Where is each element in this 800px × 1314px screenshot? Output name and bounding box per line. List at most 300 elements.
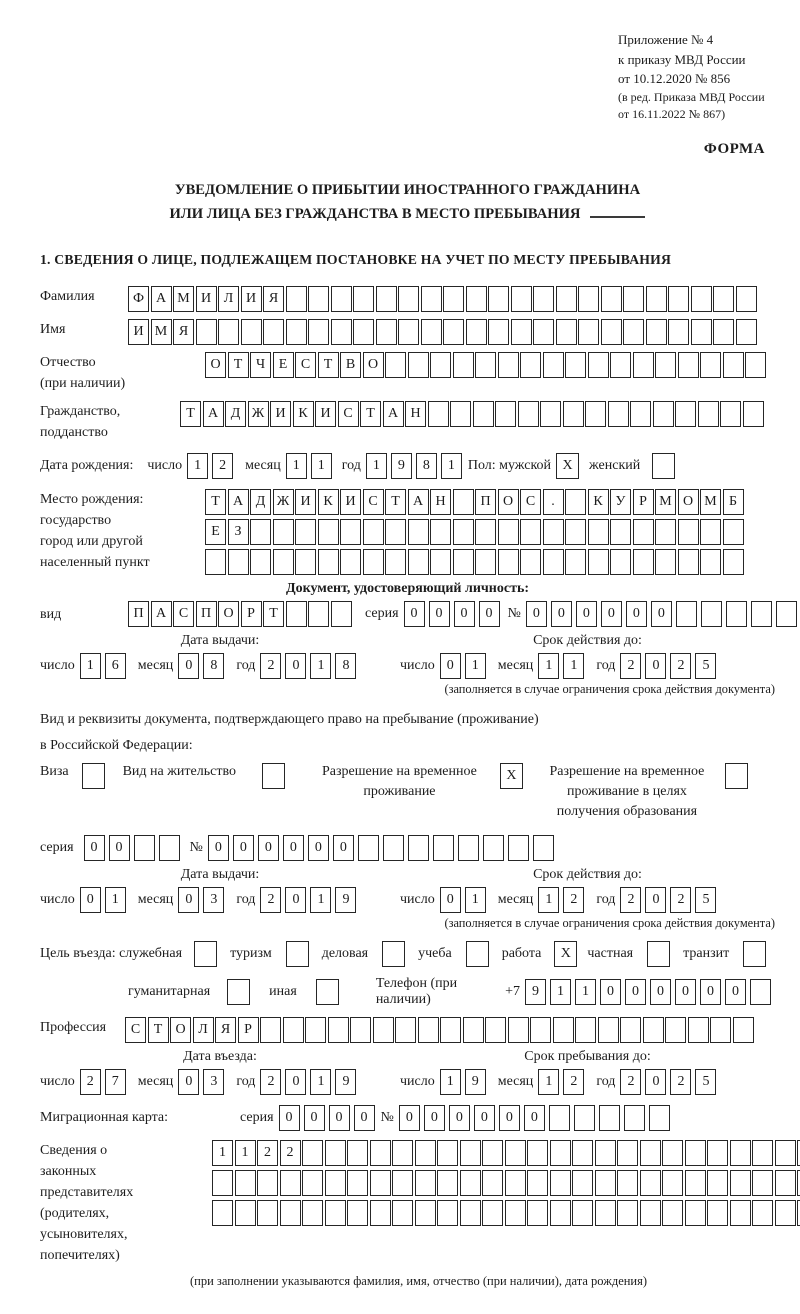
char-cell: 1 xyxy=(550,979,571,1005)
char-cell xyxy=(736,286,757,312)
char-cell xyxy=(678,519,699,545)
profession-cells xyxy=(125,1017,755,1043)
char-cell: М xyxy=(173,286,194,312)
form-title-line2: ИЛИ ЛИЦА БЕЗ ГРАЖДАНСТВА В МЕСТО ПРЕБЫВАНИЯ xyxy=(40,202,775,226)
char-cell: А xyxy=(228,489,249,515)
issue-date-group xyxy=(40,887,400,913)
migration-series-cells xyxy=(279,1105,379,1131)
purpose-humanitarian-checkbox xyxy=(220,979,250,1005)
char-cell xyxy=(668,286,689,312)
char-cell xyxy=(415,1200,436,1226)
char-cell xyxy=(511,319,532,345)
char-cell: 2 xyxy=(260,653,281,679)
sex-male-label: Пол: мужской xyxy=(467,458,552,474)
year-label: год xyxy=(596,658,616,674)
char-cell: Ч xyxy=(250,352,271,378)
char-cell: 2 xyxy=(620,1069,641,1095)
name-row xyxy=(40,319,775,345)
char-cell: 0 xyxy=(84,835,105,861)
char-cell: 0 xyxy=(80,887,101,913)
char-cell: Н xyxy=(405,401,426,427)
char-cell xyxy=(707,1200,728,1226)
char-cell: И xyxy=(295,489,316,515)
char-cell xyxy=(325,1200,346,1226)
annex-line: к приказу МВД России xyxy=(618,51,746,67)
char-cell: О xyxy=(170,1017,191,1043)
char-cell xyxy=(630,401,651,427)
purpose-work: работа X xyxy=(502,941,578,967)
entry-date-heading: Дата въезда: xyxy=(183,1048,257,1064)
char-cell: П xyxy=(196,601,217,627)
char-cell xyxy=(601,286,622,312)
char-cell xyxy=(617,1200,638,1226)
char-cell xyxy=(363,519,384,545)
month-label: месяц xyxy=(137,658,174,674)
char-cell: 1 xyxy=(310,1069,331,1095)
char-cell: Л xyxy=(218,286,239,312)
char-cell xyxy=(498,549,519,575)
char-cell xyxy=(295,549,316,575)
option-residence-permit xyxy=(123,762,285,789)
char-cell xyxy=(235,1170,256,1196)
char-cell: 1 xyxy=(80,653,101,679)
char-cell xyxy=(700,519,721,545)
checkbox-cell xyxy=(382,941,405,967)
char-cell xyxy=(707,1140,728,1166)
char-cell xyxy=(385,549,406,575)
citizenship-label: Гражданство, подданство xyxy=(40,404,121,441)
char-cell: 9 xyxy=(335,887,356,913)
valid-year-cells xyxy=(620,887,720,913)
char-cell: Я xyxy=(263,286,284,312)
char-cell xyxy=(373,1017,394,1043)
char-cell xyxy=(655,549,676,575)
char-cell xyxy=(331,319,352,345)
char-cell: 0 xyxy=(601,601,622,627)
char-cell: 2 xyxy=(80,1069,101,1095)
char-cell: 8 xyxy=(335,653,356,679)
char-cell xyxy=(700,352,721,378)
char-cell xyxy=(752,1140,773,1166)
char-cell: 2 xyxy=(257,1140,278,1166)
checkbox-cell xyxy=(466,941,489,967)
char-cell: 0 xyxy=(258,835,279,861)
char-cell xyxy=(280,1170,301,1196)
char-cell xyxy=(363,549,384,575)
char-cell xyxy=(599,1105,620,1131)
birth-place-cells xyxy=(205,489,745,579)
purpose-other: иная xyxy=(269,979,339,1005)
char-cell xyxy=(482,1200,503,1226)
char-cell xyxy=(620,1017,641,1043)
char-cell xyxy=(460,1140,481,1166)
char-cell: 2 xyxy=(620,653,641,679)
char-cell: 0 xyxy=(625,979,646,1005)
char-cell: 0 xyxy=(308,835,329,861)
char-cell xyxy=(505,1170,526,1196)
char-cell: Ф xyxy=(128,286,149,312)
char-cell xyxy=(508,835,529,861)
title-blank-underline xyxy=(590,203,645,218)
char-cell xyxy=(533,286,554,312)
char-cell xyxy=(443,286,464,312)
char-cell: Р xyxy=(633,489,654,515)
char-cell: 1 xyxy=(311,453,332,479)
char-cell: 0 xyxy=(645,653,666,679)
char-cell: 5 xyxy=(695,1069,716,1095)
char-cell xyxy=(458,835,479,861)
entry-day-cells xyxy=(80,1069,130,1095)
char-cell xyxy=(347,1200,368,1226)
char-cell xyxy=(543,549,564,575)
char-cell: Е xyxy=(205,519,226,545)
stay-doc-series-row xyxy=(40,835,775,861)
char-cell xyxy=(530,1017,551,1043)
char-cell xyxy=(466,319,487,345)
char-cell: 0 xyxy=(645,1069,666,1095)
stay-doc-intro xyxy=(40,707,775,757)
purpose-study-checkbox xyxy=(459,941,489,967)
char-cell xyxy=(775,1140,796,1166)
char-cell xyxy=(595,1140,616,1166)
valid-month-cells xyxy=(538,887,588,913)
char-cell xyxy=(392,1140,413,1166)
char-cell xyxy=(302,1170,323,1196)
stay-until-heading: Срок пребывания до: xyxy=(524,1048,651,1064)
char-cell: С xyxy=(125,1017,146,1043)
valid-until-heading: Срок действия до: xyxy=(533,633,642,649)
char-cell xyxy=(736,319,757,345)
purpose-tourism: туризм xyxy=(230,941,309,967)
char-cell xyxy=(440,1017,461,1043)
char-cell xyxy=(655,519,676,545)
purpose-row-1 xyxy=(40,941,775,967)
char-cell xyxy=(318,519,339,545)
char-cell xyxy=(460,1200,481,1226)
char-cell xyxy=(428,401,449,427)
identity-doc-heading: Документ, удостоверяющий личность: xyxy=(285,581,530,597)
migration-card-label: Миграционная карта: xyxy=(40,1110,169,1126)
option-temp-residence xyxy=(307,762,523,803)
char-cell xyxy=(250,549,271,575)
char-cell xyxy=(443,319,464,345)
char-cell xyxy=(228,549,249,575)
char-cell: О xyxy=(205,352,226,378)
option-visa-checkbox xyxy=(74,762,105,789)
char-cell xyxy=(302,1200,323,1226)
option-temp-residence-label: Разрешение на временное проживание xyxy=(321,763,477,800)
char-cell xyxy=(691,319,712,345)
identity-doc-dates xyxy=(40,633,775,697)
birth-date-label: Дата рождения: xyxy=(40,458,134,474)
representatives-cells-row2 xyxy=(212,1170,800,1196)
stay-doc-intro-line2: в Российской Федерации: xyxy=(40,737,193,753)
char-cell xyxy=(408,549,429,575)
char-cell xyxy=(572,1170,593,1196)
char-cell: 0 xyxy=(285,887,306,913)
char-cell: П xyxy=(128,601,149,627)
char-cell: Т xyxy=(360,401,381,427)
valid-year-cells xyxy=(620,653,720,679)
char-cell xyxy=(273,519,294,545)
checkbox-cell: X xyxy=(556,453,579,479)
issue-date-heading: Дата выдачи: xyxy=(180,866,260,882)
birth-place-label: Место рождения: государство город или другой населенный пункт xyxy=(40,492,150,571)
char-cell: 1 xyxy=(575,979,596,1005)
char-cell: 0 xyxy=(600,979,621,1005)
migration-number-cells xyxy=(399,1105,674,1131)
char-cell xyxy=(668,319,689,345)
char-cell: О xyxy=(678,489,699,515)
char-cell xyxy=(328,1017,349,1043)
char-cell: 0 xyxy=(449,1105,470,1131)
purpose-humanitarian: гуманитарная xyxy=(128,979,250,1005)
entry-date-group xyxy=(40,1069,400,1095)
char-cell: 0 xyxy=(333,835,354,861)
char-cell xyxy=(713,286,734,312)
char-cell: 1 xyxy=(440,1069,461,1095)
char-cell xyxy=(218,319,239,345)
annex-edit-line: от 16.11.2022 № 867) xyxy=(618,106,726,121)
checkbox-cell: X xyxy=(554,941,577,967)
phone-cells xyxy=(525,979,775,1005)
char-cell xyxy=(475,549,496,575)
char-cell xyxy=(730,1170,751,1196)
char-cell xyxy=(608,401,629,427)
char-cell xyxy=(308,601,329,627)
char-cell xyxy=(340,549,361,575)
char-cell: 0 xyxy=(650,979,671,1005)
char-cell xyxy=(353,286,374,312)
char-cell xyxy=(565,352,586,378)
char-cell xyxy=(543,519,564,545)
purpose-business2-checkbox xyxy=(375,941,405,967)
char-cell xyxy=(415,1170,436,1196)
char-cell xyxy=(430,352,451,378)
month-label: месяц xyxy=(497,1073,534,1089)
char-cell xyxy=(318,549,339,575)
char-cell: Р xyxy=(241,601,262,627)
char-cell: 8 xyxy=(416,453,437,479)
char-cell: О xyxy=(498,489,519,515)
char-cell xyxy=(482,1170,503,1196)
char-cell xyxy=(383,835,404,861)
char-cell xyxy=(720,401,741,427)
char-cell: 0 xyxy=(178,887,199,913)
char-cell xyxy=(483,835,504,861)
char-cell: А xyxy=(383,401,404,427)
char-cell xyxy=(408,519,429,545)
number-label: № xyxy=(507,606,521,622)
char-cell xyxy=(325,1170,346,1196)
year-label: год xyxy=(596,891,616,907)
char-cell xyxy=(707,1170,728,1196)
char-cell xyxy=(655,352,676,378)
char-cell xyxy=(488,286,509,312)
char-cell xyxy=(263,319,284,345)
representatives-label: Сведения о законных представителях (родителях, усыновителях, попечителях) xyxy=(40,1142,134,1263)
patronymic-row xyxy=(40,352,775,394)
char-cell xyxy=(662,1200,683,1226)
char-cell: 0 xyxy=(626,601,647,627)
number-label: № xyxy=(380,1109,394,1125)
month-label: месяц xyxy=(497,891,534,907)
char-cell xyxy=(305,1017,326,1043)
char-cell: К xyxy=(293,401,314,427)
char-cell: 0 xyxy=(304,1105,325,1131)
char-cell: 1 xyxy=(235,1140,256,1166)
year-label: год xyxy=(236,658,256,674)
char-cell xyxy=(325,1140,346,1166)
char-cell xyxy=(286,319,307,345)
char-cell xyxy=(572,1140,593,1166)
number-label: № xyxy=(189,839,203,855)
purpose-other-checkbox xyxy=(309,979,339,1005)
birth-place-cells-row3 xyxy=(205,549,745,575)
purpose-private: частная xyxy=(587,941,670,967)
char-cell: 2 xyxy=(260,887,281,913)
char-cell xyxy=(574,1105,595,1131)
char-cell: Т xyxy=(180,401,201,427)
checkbox-cell xyxy=(316,979,339,1005)
checkbox-cell xyxy=(647,941,670,967)
purpose-private-checkbox xyxy=(640,941,670,967)
form-title xyxy=(40,178,775,226)
option-residence-label: Вид на жительство xyxy=(122,763,236,779)
char-cell xyxy=(527,1200,548,1226)
stay-month-cells xyxy=(538,1069,588,1095)
char-cell xyxy=(286,286,307,312)
char-cell: С xyxy=(363,489,384,515)
char-cell: 9 xyxy=(465,1069,486,1095)
birth-place-cells-row1 xyxy=(205,489,745,515)
profession-row xyxy=(40,1017,775,1043)
char-cell xyxy=(498,352,519,378)
char-cell xyxy=(473,401,494,427)
char-cell: И xyxy=(340,489,361,515)
valid-day-cells xyxy=(440,653,490,679)
char-cell: Р xyxy=(238,1017,259,1043)
char-cell xyxy=(196,319,217,345)
char-cell xyxy=(347,1170,368,1196)
char-cell: 0 xyxy=(109,835,130,861)
birth-month-cells xyxy=(286,453,336,479)
char-cell xyxy=(723,519,744,545)
purpose-business-checkbox xyxy=(194,941,217,967)
char-cell: А xyxy=(408,489,429,515)
issue-date-heading: Дата выдачи: xyxy=(180,633,260,649)
char-cell: Ж xyxy=(273,489,294,515)
char-cell xyxy=(466,286,487,312)
checkbox-cell xyxy=(262,763,285,789)
char-cell xyxy=(421,319,442,345)
representatives-note: (при заполнении указываются фамилия, имя, отчество (при наличии), дата рождения) xyxy=(190,1273,648,1288)
char-cell xyxy=(437,1170,458,1196)
char-cell: 0 xyxy=(285,1069,306,1095)
char-cell xyxy=(475,519,496,545)
char-cell: 2 xyxy=(563,1069,584,1095)
char-cell xyxy=(418,1017,439,1043)
char-cell: 7 xyxy=(105,1069,126,1095)
char-cell: Т xyxy=(318,352,339,378)
issue-year-cells xyxy=(260,887,360,913)
char-cell: М xyxy=(700,489,721,515)
doc-number-cells xyxy=(526,601,800,627)
char-cell xyxy=(678,352,699,378)
char-cell: Н xyxy=(430,489,451,515)
checkbox-cell xyxy=(194,941,217,967)
char-cell xyxy=(713,319,734,345)
forma-label: ФОРМА xyxy=(703,141,765,158)
char-cell xyxy=(701,601,722,627)
representatives-cells-row3 xyxy=(212,1200,800,1226)
char-cell xyxy=(565,489,586,515)
annex-reference xyxy=(618,30,775,123)
day-label: число xyxy=(147,458,183,474)
char-cell: С xyxy=(520,489,541,515)
char-cell xyxy=(453,549,474,575)
char-cell: 0 xyxy=(208,835,229,861)
char-cell xyxy=(730,1200,751,1226)
char-cell xyxy=(260,1017,281,1043)
char-cell xyxy=(578,286,599,312)
char-cell: А xyxy=(151,286,172,312)
char-cell: 0 xyxy=(283,835,304,861)
char-cell xyxy=(563,401,584,427)
char-cell: 0 xyxy=(424,1105,445,1131)
char-cell xyxy=(430,549,451,575)
char-cell: 1 xyxy=(212,1140,233,1166)
year-label: год xyxy=(596,1073,616,1089)
char-cell xyxy=(743,401,764,427)
issue-month-cells xyxy=(178,653,228,679)
char-cell: 0 xyxy=(233,835,254,861)
char-cell: И xyxy=(241,286,262,312)
year-label: год xyxy=(341,458,361,474)
char-cell xyxy=(408,352,429,378)
char-cell: 6 xyxy=(105,653,126,679)
char-cell: 0 xyxy=(524,1105,545,1131)
char-cell xyxy=(752,1200,773,1226)
char-cell xyxy=(733,1017,754,1043)
surname-label: Фамилия xyxy=(40,289,95,305)
char-cell xyxy=(353,319,374,345)
char-cell xyxy=(685,1170,706,1196)
char-cell xyxy=(595,1170,616,1196)
purpose-transit: транзит xyxy=(683,941,766,967)
representatives-cells xyxy=(212,1140,800,1230)
char-cell: 1 xyxy=(310,653,331,679)
sex-male-checkbox xyxy=(556,453,579,479)
char-cell xyxy=(520,352,541,378)
char-cell xyxy=(159,835,180,861)
option-visa xyxy=(40,762,105,789)
char-cell xyxy=(662,1140,683,1166)
char-cell xyxy=(488,319,509,345)
char-cell: 0 xyxy=(479,601,500,627)
char-cell xyxy=(520,519,541,545)
sex-female-checkbox xyxy=(652,453,675,479)
surname-cells xyxy=(128,286,758,312)
char-cell xyxy=(370,1140,391,1166)
char-cell xyxy=(646,286,667,312)
char-cell xyxy=(549,1105,570,1131)
char-cell xyxy=(775,1200,796,1226)
char-cell xyxy=(776,601,797,627)
purpose-tourism-checkbox xyxy=(279,941,309,967)
char-cell: О xyxy=(363,352,384,378)
char-cell xyxy=(495,401,516,427)
